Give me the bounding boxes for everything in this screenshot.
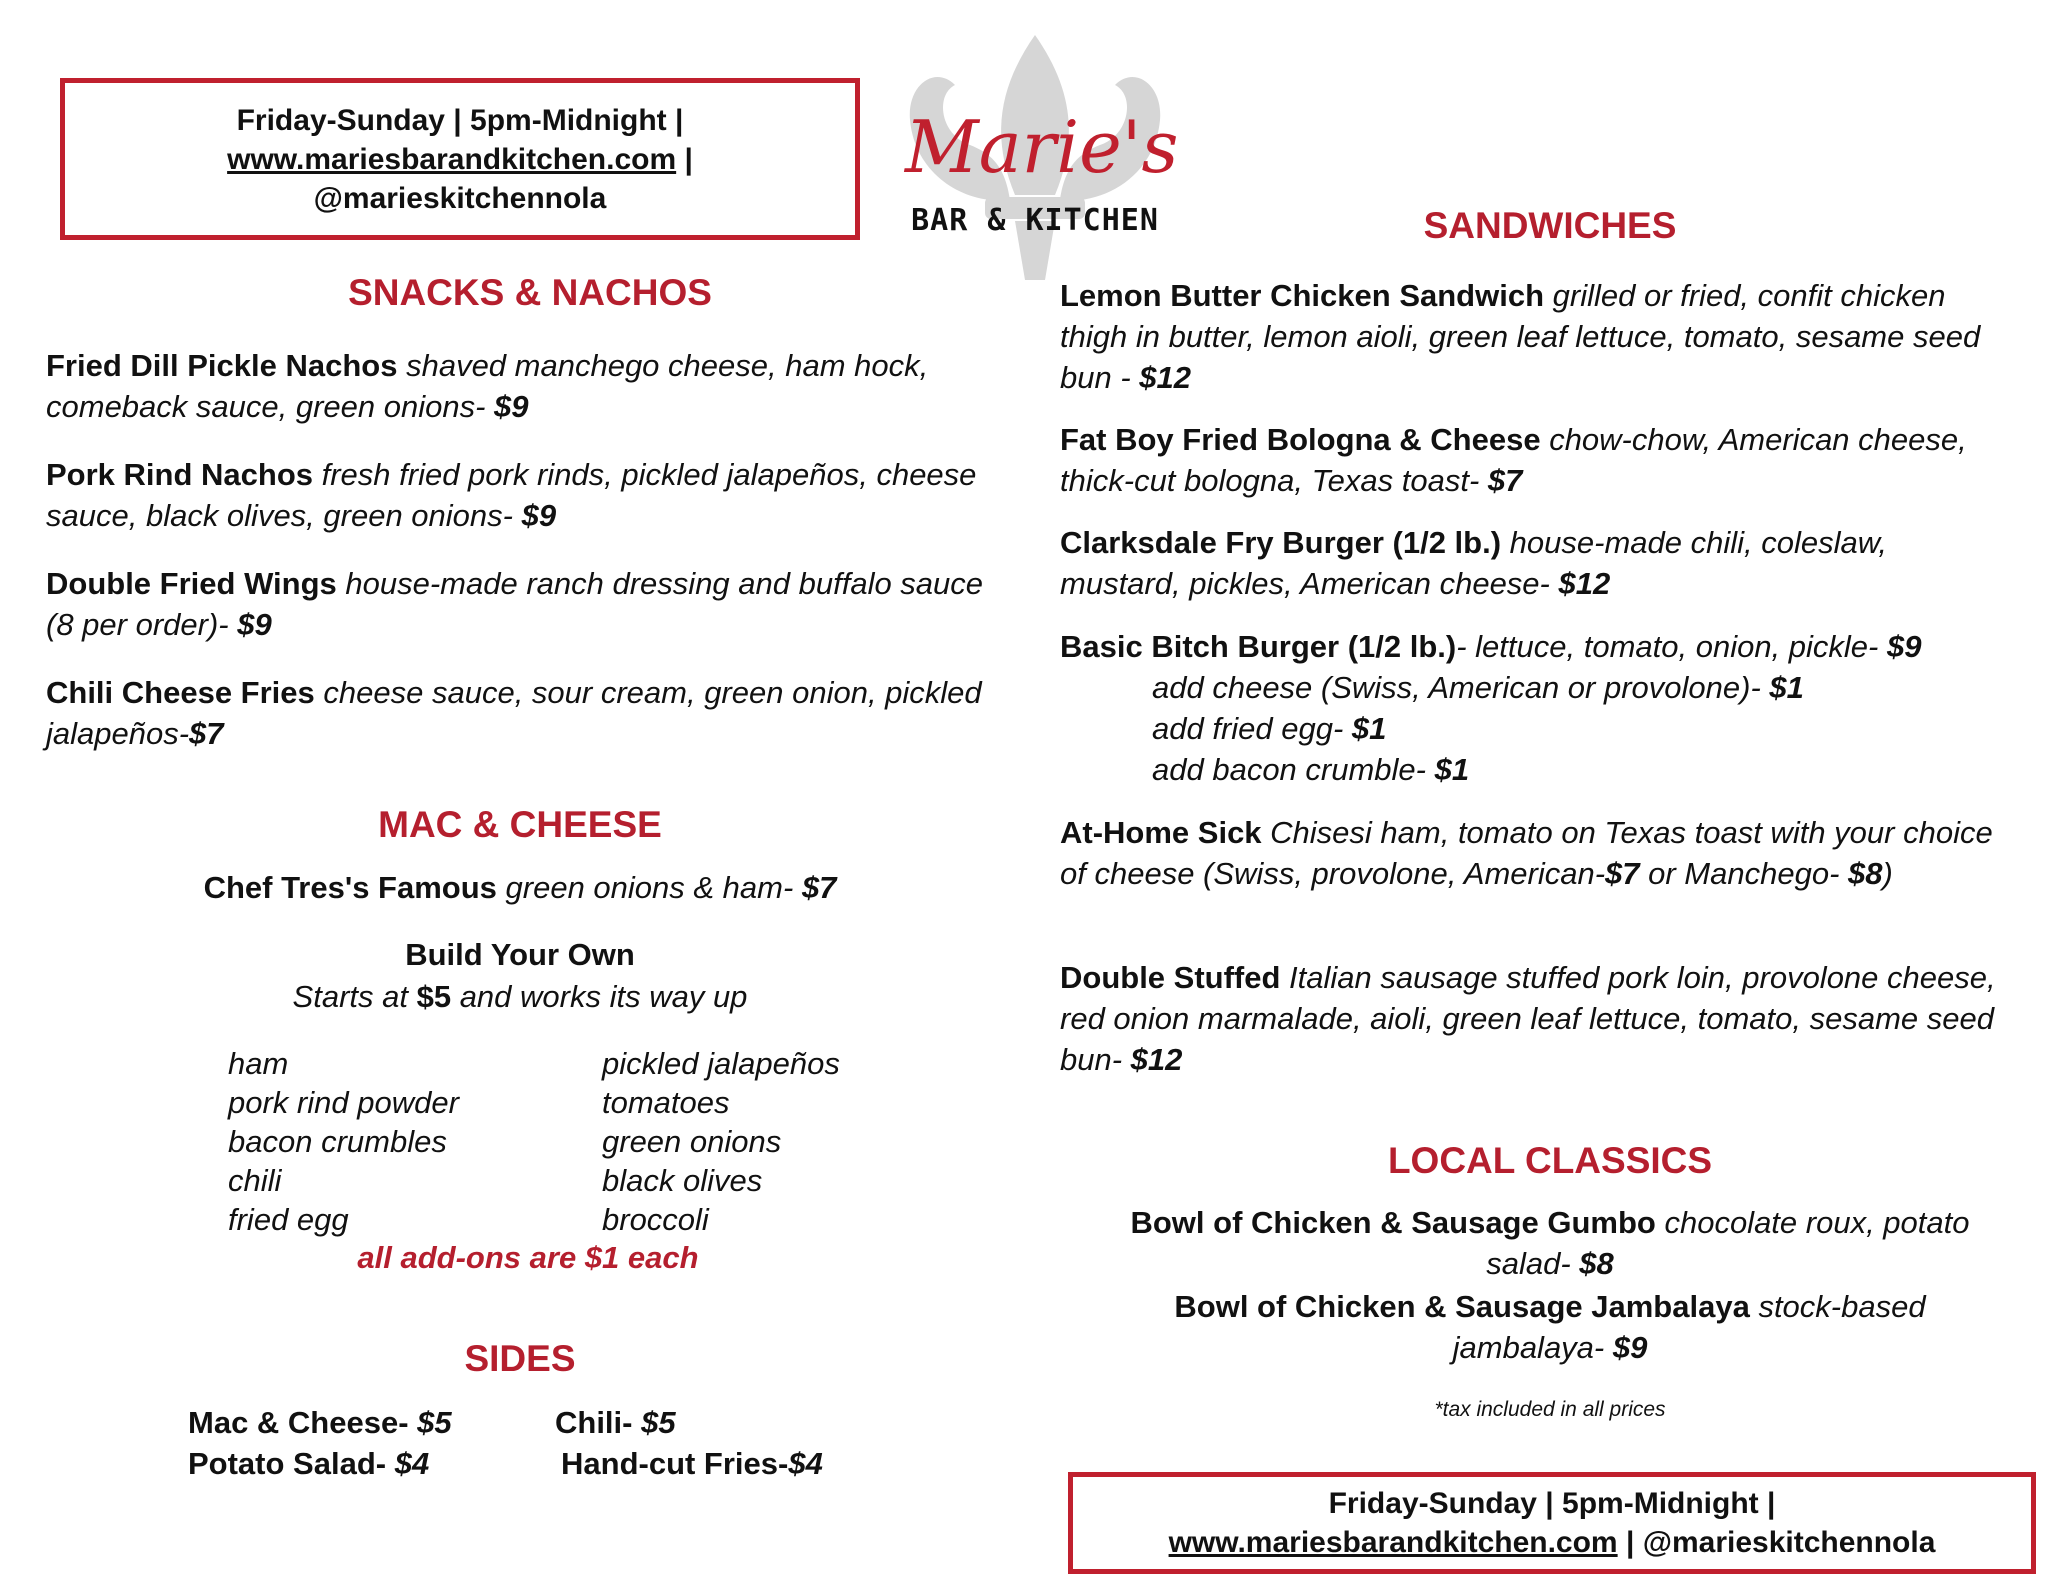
item-price: $12	[1130, 1042, 1183, 1077]
item-name: Double Stuffed	[1060, 960, 1281, 995]
addon-price: $1	[1434, 752, 1470, 787]
side-item	[561, 1443, 823, 1484]
build-pre: Starts at	[292, 979, 417, 1014]
build-your-own-desc	[0, 976, 1040, 1017]
item-price: $12	[1139, 360, 1192, 395]
menu-item	[46, 563, 1006, 645]
addons-right-list	[602, 1044, 982, 1239]
website-link[interactable]: www.mariesbarandkitchen.com	[227, 142, 677, 176]
menu-item	[1060, 626, 2040, 667]
item-desc: house-made ranch dressing and buffalo sauce (8 per order)-	[46, 566, 984, 642]
item-price: $4	[394, 1446, 430, 1481]
item-name: Double Fried Wings	[46, 566, 337, 601]
website-line	[65, 140, 855, 179]
list-item: green onions	[602, 1124, 782, 1159]
logo-subtitle: BAR & KITCHEN	[911, 203, 1159, 238]
item-price: $8	[1848, 856, 1883, 891]
item-price: $7	[1487, 463, 1523, 498]
item-desc: house-made chili, coleslaw, mustard, pickles, American cheese-	[1060, 525, 1888, 601]
local-heading: LOCAL CLASSICS	[1387, 1140, 1713, 1181]
item-name: Potato Salad-	[188, 1446, 395, 1481]
addon-line	[1152, 667, 2032, 708]
item-price: $9	[521, 498, 557, 533]
separator: |	[676, 142, 693, 176]
item-price: $9	[494, 389, 529, 424]
menu-item	[1060, 522, 2010, 604]
list-item: ham	[228, 1046, 289, 1081]
menu-item	[46, 345, 1026, 427]
item-name: Bowl of Chicken & Sausage Jambalaya	[1174, 1289, 1750, 1324]
list-item: pickled jalapeños	[602, 1046, 840, 1081]
addon-line	[1152, 708, 2032, 749]
item-desc: - lettuce, tomato, onion, pickle-	[1456, 629, 1887, 664]
menu-item	[46, 454, 1006, 536]
list-item: pork rind powder	[228, 1085, 459, 1120]
item-desc: green onions & ham-	[496, 870, 802, 905]
logo-script: Marie's	[905, 105, 1179, 189]
social-handle: @marieskitchennola	[313, 181, 607, 215]
social-handle: @marieskitchennola	[1642, 1526, 1936, 1559]
item-price: $7	[801, 870, 837, 905]
item-desc: Chisesi ham, tomato on Texas toast with your choice of cheese (Swiss, provolone, American-	[1060, 815, 1993, 891]
item-name: Hand-cut Fries-	[561, 1446, 789, 1481]
item-price: $9	[1886, 629, 1922, 664]
item-price: $9	[1612, 1330, 1648, 1365]
addon-price: $1	[1351, 711, 1387, 746]
addon-line	[1152, 749, 2032, 790]
item-desc: shaved manchego cheese, ham hock, comeback sauce, green onions-	[46, 348, 929, 424]
item-price: $12	[1558, 566, 1611, 601]
menu-item	[46, 672, 1006, 754]
mac-heading: MAC & CHEESE	[378, 804, 662, 845]
sides-heading: SIDES	[464, 1338, 576, 1379]
addon-text: add bacon crumble-	[1152, 752, 1435, 787]
item-name: Mac & Cheese-	[188, 1405, 418, 1440]
build-post: and works its way up	[451, 979, 748, 1014]
item-desc-end: )	[1882, 856, 1893, 891]
item-price: $4	[788, 1446, 823, 1481]
item-desc-mid: or Manchego-	[1639, 856, 1849, 891]
item-price: $5	[641, 1405, 676, 1440]
hours-text: Friday-Sunday | 5pm-Midnight |	[1328, 1487, 1776, 1520]
menu-item	[1060, 957, 2020, 1080]
item-price: $9	[237, 607, 272, 642]
footer-info-box	[1068, 1472, 2036, 1574]
menu-item	[1060, 275, 2010, 398]
build-title-text: Build Your Own	[405, 937, 635, 972]
addon-price: $1	[1769, 670, 1804, 705]
hours-text: Friday-Sunday | 5pm-Midnight |	[236, 103, 684, 137]
build-your-own-title	[40, 934, 1000, 975]
menu-item	[1060, 812, 2000, 894]
list-item: black olives	[602, 1163, 763, 1198]
website-link[interactable]: www.mariesbarandkitchen.com	[1168, 1526, 1618, 1559]
list-item: bacon crumbles	[228, 1124, 447, 1159]
item-name: At-Home Sick	[1060, 815, 1262, 850]
item-name: Bowl of Chicken & Sausage Gumbo	[1130, 1205, 1656, 1240]
tax-note: *tax included in all prices	[1434, 1398, 1666, 1421]
item-name: Basic Bitch Burger (1/2 lb.)	[1060, 629, 1457, 664]
side-item	[555, 1402, 676, 1443]
item-price: $7	[189, 716, 224, 751]
build-price: $5	[416, 979, 452, 1014]
item-price: $5	[417, 1405, 452, 1440]
famous-mac-item	[40, 867, 1000, 908]
addons-left-list	[228, 1044, 588, 1239]
item-name: Clarksdale Fry Burger (1/2 lb.)	[1060, 525, 1502, 560]
list-item: broccoli	[602, 1202, 709, 1237]
menu-item	[1120, 1202, 1980, 1284]
item-name: Lemon Butter Chicken Sandwich	[1060, 278, 1545, 313]
addon-price-note: all add-ons are $1 each	[357, 1240, 699, 1275]
item-name: Chili-	[555, 1405, 642, 1440]
item-name: Chili Cheese Fries	[46, 675, 315, 710]
list-item: fried egg	[228, 1202, 349, 1237]
separator: |	[1617, 1526, 1643, 1559]
item-desc: chow-chow, American cheese, thick-cut bologna, Texas toast-	[1060, 422, 1967, 498]
item-desc: fresh fried pork rinds, pickled jalapeños, cheese sauce, black olives, green onions-	[46, 457, 977, 533]
sandwiches-heading: SANDWICHES	[1423, 205, 1677, 246]
side-item	[188, 1443, 429, 1484]
menu-item	[1120, 1286, 1980, 1368]
item-price: $7	[1605, 856, 1640, 891]
item-desc: Italian sausage stuffed pork loin, provolone cheese, red onion marmalade, aioli, green leaf lettuce, tomato, sesame seed bun-	[1060, 960, 1996, 1077]
addon-text: add fried egg-	[1152, 711, 1352, 746]
list-item: chili	[228, 1163, 282, 1198]
item-desc: grilled or fried, confit chicken thigh in butter, lemon aioli, green leaf lettuce, tomato, sesame seed bun -	[1060, 278, 1981, 395]
item-name: Fried Dill Pickle Nachos	[46, 348, 398, 383]
side-item	[188, 1402, 452, 1443]
item-price: $8	[1579, 1246, 1614, 1281]
item-desc: stock-based jambalaya-	[1452, 1289, 1926, 1365]
item-desc: cheese sauce, sour cream, green onion, pickled jalapeños-	[46, 675, 982, 751]
header-info-box	[60, 78, 860, 240]
item-name: Fat Boy Fried Bologna & Cheese	[1060, 422, 1541, 457]
menu-item	[1060, 419, 2010, 501]
snacks-heading: SNACKS & NACHOS	[348, 272, 712, 313]
item-desc: chocolate roux, potato salad-	[1486, 1205, 1970, 1281]
item-name: Chef Tres's Famous	[203, 870, 497, 905]
item-name: Pork Rind Nachos	[46, 457, 313, 492]
website-line	[1073, 1523, 2031, 1562]
list-item: tomatoes	[602, 1085, 730, 1120]
addon-text: add cheese (Swiss, American or provolone)-	[1152, 670, 1770, 705]
